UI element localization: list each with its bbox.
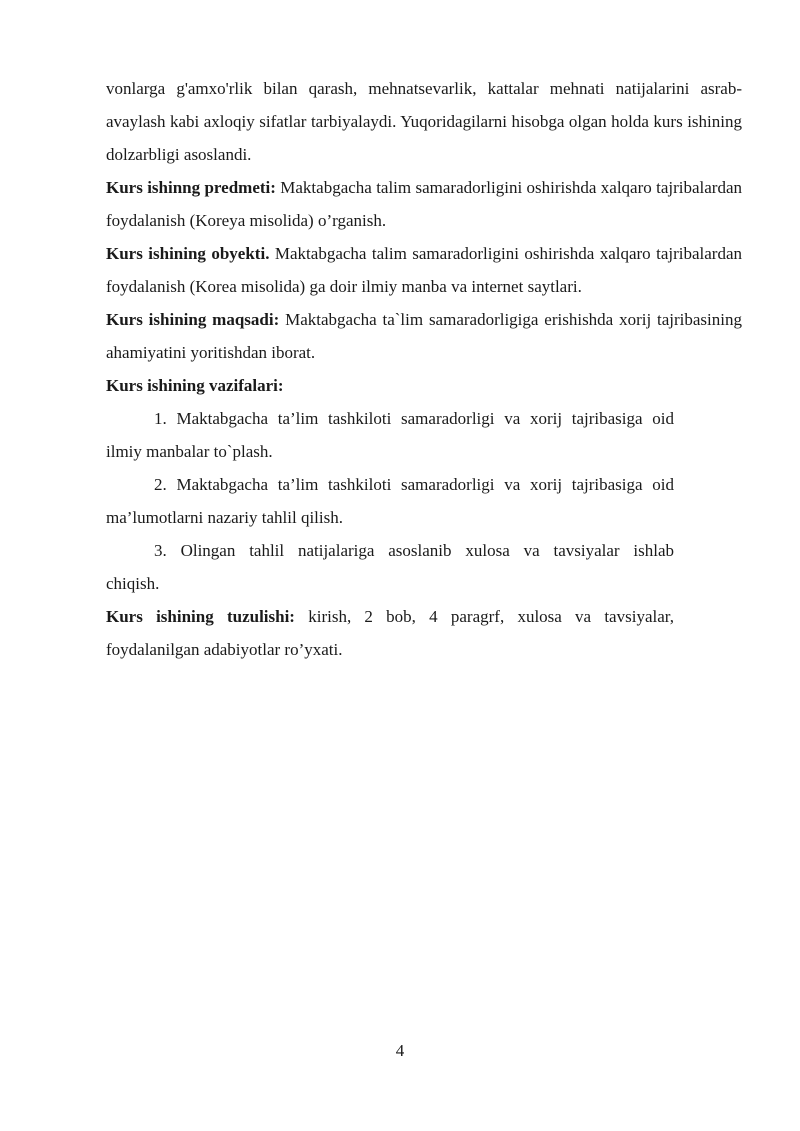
task-item-3-line-1: 3. Olingan tahlil natijalariga asoslanib xulosa va tavsiyalar ishlab xyxy=(154,541,674,560)
task-item-1 xyxy=(106,402,674,468)
task-item-2-line-1: 2. Maktabgacha ta’lim tashkiloti samaradorligi va xorij tajribasiga oid xyxy=(154,475,674,494)
structure-paragraph xyxy=(106,600,674,666)
tasks-label: Kurs ishining vazifalari: xyxy=(106,376,284,395)
object-label: Kurs ishining obyekti. xyxy=(106,244,270,263)
task-item-1-line-2: ilmiy manbalar to`plash. xyxy=(106,442,273,461)
structure-label: Kurs ishining tuzulishi: xyxy=(106,607,295,626)
subject-text: Maktabgacha talim samaradorligini oshirishda xalqaro tajribalardan foydalanish (Koreya misolida) o’rganish. xyxy=(106,178,742,230)
object-text: Maktabgacha talim samaradorligini oshirishda xalqaro tajribalardan foydalanish (Korea misolida) ga doir ilmiy manba va internet saytlari. xyxy=(106,244,743,296)
goal-text: Maktabgacha ta`lim samaradorligiga erishishda xorij tajribasining ahamiyatini yoritishdan iborat. xyxy=(106,310,742,362)
page-number: 4 xyxy=(395,1041,405,1060)
subject-paragraph xyxy=(106,171,742,237)
task-item-3 xyxy=(106,534,674,600)
task-item-2 xyxy=(106,468,674,534)
structure-text: kirish, 2 bob, 4 paragrf, xulosa va tavsiyalar, foydalanilgan adabiyotlar ro’yxati. xyxy=(106,607,674,659)
goal-paragraph xyxy=(106,303,742,369)
goal-label: Kurs ishining maqsadi: xyxy=(106,310,280,329)
tasks-heading xyxy=(106,369,742,402)
object-paragraph xyxy=(106,237,742,303)
intro-paragraph: vonlarga g'amxo'rlik bilan qarash, mehnatsevarlik, kattalar mehnati natijalarini asrab-avaylash kabi axloqiy sifatlar tarbiyalaydi. Yuqoridagilarni hisobga olgan holda kurs ishining dolzarbligi asoslandi. xyxy=(106,79,742,164)
task-item-1-line-1: 1. Maktabgacha ta’lim tashkiloti samaradorligi va xorij tajribasiga oid xyxy=(154,409,674,428)
task-item-2-line-2: ma’lumotlarni nazariy tahlil qilish. xyxy=(106,508,343,527)
task-item-3-line-2: chiqish. xyxy=(106,574,160,593)
document-page xyxy=(106,72,742,666)
subject-label: Kurs ishinng predmeti: xyxy=(106,178,276,197)
